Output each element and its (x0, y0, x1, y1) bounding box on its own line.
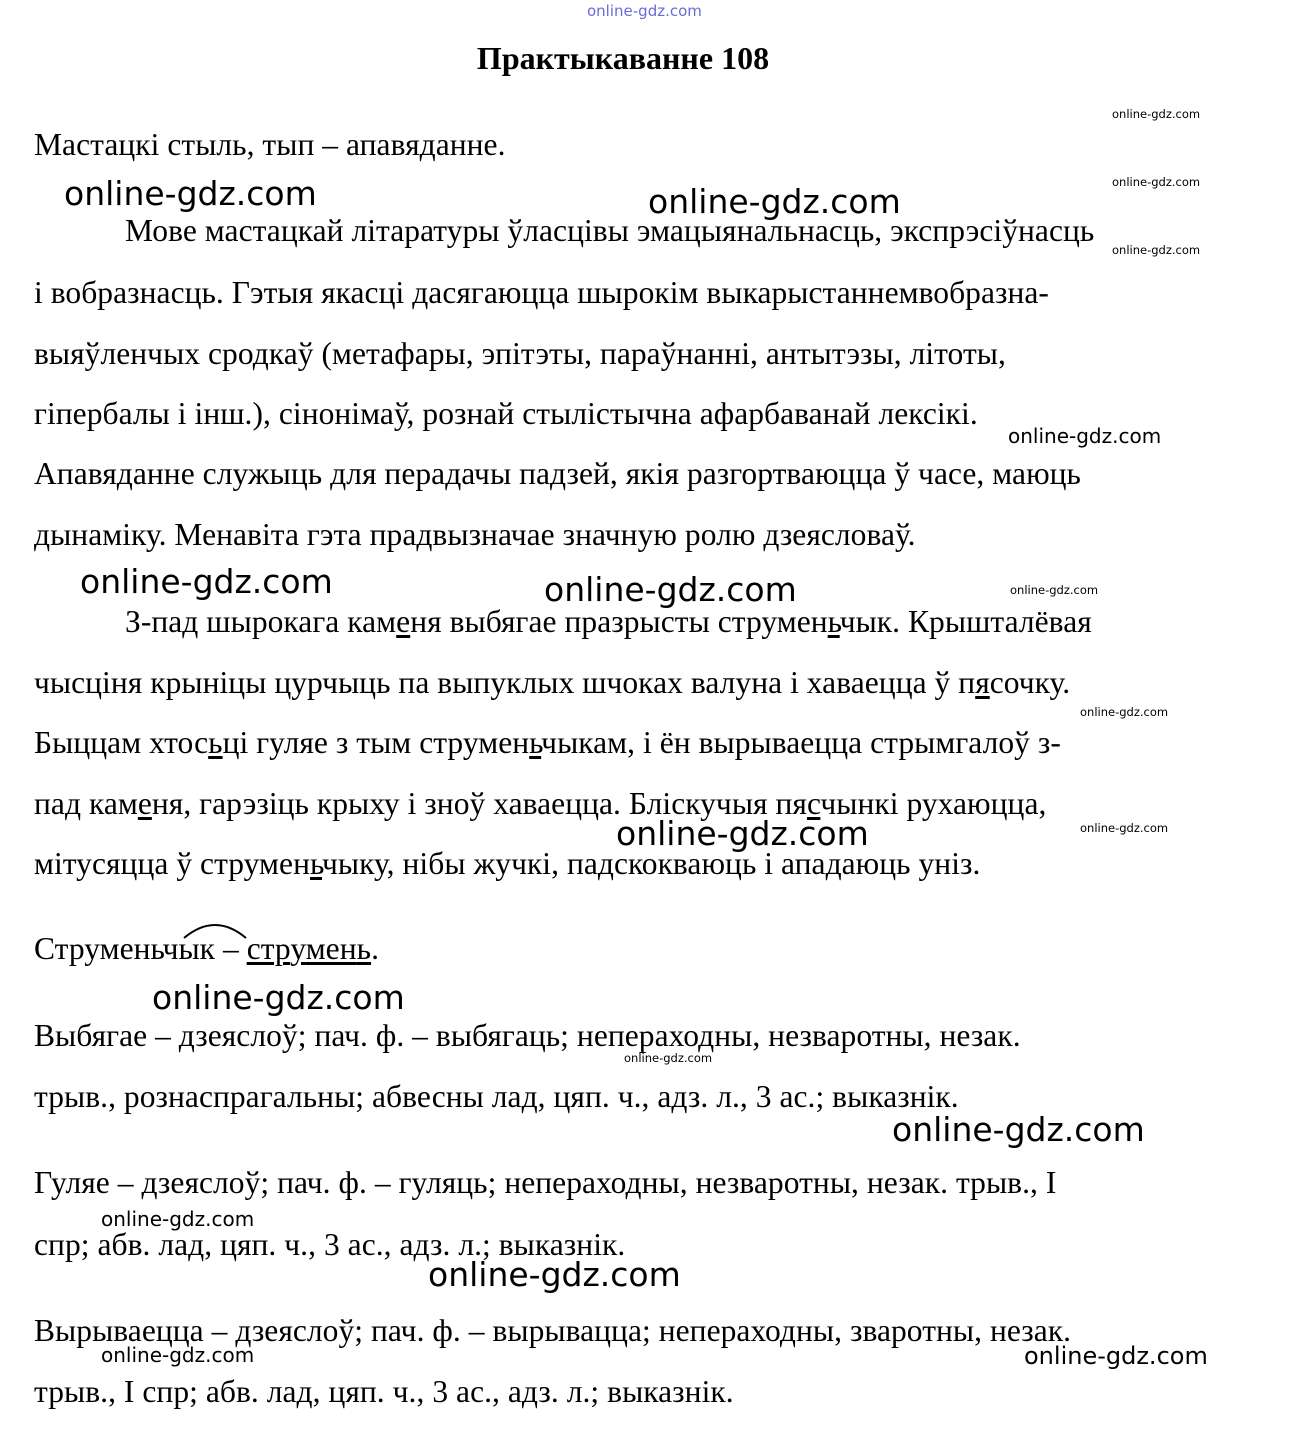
paragraph2-line3 (34, 724, 1061, 762)
paragraph2-line4 (34, 785, 1046, 823)
text-segment: З-пад шырокага кам (125, 604, 397, 639)
underlined-letter: ь (208, 725, 223, 760)
analysis-2-line1: Гуляе – дзеяслоў; пач. ф. – гуляць; непераходны, незваротны, незак. трыв., I (34, 1165, 1057, 1200)
text-segment: чыкам, і ён вырываецца стрымгалоў з- (541, 725, 1061, 760)
watermark: online-gdz.com (1112, 243, 1201, 257)
morpheme-dash: – (215, 931, 247, 966)
watermark: online-gdz.com (101, 1207, 255, 1231)
watermark: online-gdz.com (1024, 1342, 1208, 1370)
morpheme-root: у (290, 931, 306, 966)
text-segment: чык. Крышталёвая (839, 604, 1092, 639)
watermark: online-gdz.com (1010, 583, 1099, 597)
underlined-letter: е (137, 786, 152, 821)
morpheme-analysis (34, 930, 379, 968)
analysis-3-line1: Вырываецца – дзеяслоў; пач. ф. – вырывацца; непераходны, зваротны, незак. (34, 1313, 1072, 1348)
underlined-letter: ь (827, 604, 840, 639)
underlined-letter: ь (529, 725, 542, 760)
underlined-letter: ь (309, 846, 323, 881)
analysis-1-line2: трыв., рознаспрагальны; абвесны лад, цяп. ч., адз. л., 3 ас.; выказнік. (34, 1079, 959, 1114)
text-segment: чыку, нібы жучкі, падскокваюць і ападаюць уніз. (322, 846, 981, 881)
watermark: online-gdz.com (648, 182, 901, 221)
text-segment: чысціня крыніцы цурчыць па выпуклых шчоках валуна і хаваецца ў п (34, 665, 976, 700)
watermark: online-gdz.com (152, 978, 405, 1017)
morpheme-suffix: чык (162, 931, 216, 966)
watermark: online-gdz.com (1008, 424, 1162, 448)
watermark-top: online-gdz.com (587, 2, 702, 20)
morpheme-root: стр (246, 931, 291, 966)
style-line: Мастацкі стыль, тып – апавяданне. (34, 127, 506, 162)
text-segment: сочку. (989, 665, 1071, 700)
text-segment: пад кам (34, 786, 138, 821)
watermark: online-gdz.com (624, 1051, 713, 1065)
page-title: Практыкаванне 108 (476, 40, 770, 76)
watermark: online-gdz.com (80, 562, 333, 601)
text-segment: мітусяцца ў струмен (34, 846, 310, 881)
underlined-letter: с (806, 786, 821, 821)
morpheme-word: Струмень (34, 931, 163, 966)
text-segment: Быццам хтос (34, 725, 209, 760)
watermark: online-gdz.com (1112, 175, 1201, 189)
paragraph1-line4: гіпербалы і інш.), сінонімаў, рознай стылістычна афарбаванай лексікі. (34, 396, 978, 431)
morpheme-root: мен (305, 931, 357, 966)
watermark: online-gdz.com (428, 1255, 681, 1294)
morpheme-root: ь (356, 931, 372, 966)
watermark: online-gdz.com (892, 1110, 1145, 1149)
watermark: online-gdz.com (1080, 705, 1169, 719)
watermark: online-gdz.com (544, 570, 797, 609)
paragraph1-line2: і вобразнасць. Гэтыя якасці дасягаюцца шырокім выкарыстаннемвобразна- (34, 275, 1049, 310)
watermark: online-gdz.com (1080, 821, 1169, 835)
watermark: online-gdz.com (1112, 107, 1201, 121)
watermark: online-gdz.com (101, 1343, 255, 1367)
text-segment: ня выбягае празрысты струмен (410, 604, 828, 639)
watermark: online-gdz.com (64, 174, 317, 213)
paragraph1-line5: Апавяданне служыць для перадачы падзей, якія разгортваюцца ў часе, маюць (34, 456, 1081, 491)
analysis-1-line1: Выбягае – дзеяслоў; пач. ф. – выбягаць; непераходны, незваротны, незак. (34, 1018, 1021, 1053)
analysis-3-line2: трыв., I спр; абв. лад, цяп. ч., 3 ас., адз. л.; выказнік. (34, 1374, 734, 1409)
morpheme-end: . (371, 931, 379, 966)
underlined-letter: я (975, 665, 990, 700)
paragraph1-line3: выяўленчых сродкаў (метафары, эпітэты, параўнанні, антытэзы, літоты, (34, 336, 1006, 371)
text-segment: ці гуляе з тым струмен (222, 725, 530, 760)
text-segment: чынкі рухаюцца, (820, 786, 1047, 821)
watermark: online-gdz.com (616, 814, 869, 853)
paragraph1-line6: дынаміку. Менавіта гэта прадвызначае значную ролю дзеясловаў. (34, 517, 916, 552)
paragraph1-line1: Мове мастацкай літаратуры ўласцівы эмацыянальнасць, экспрэсіўнасць (125, 213, 1095, 248)
text-segment: ня, гарэзіць крыху і зноў хаваецца. Бліскучыя пя (151, 786, 807, 821)
paragraph2-line2 (34, 664, 1070, 702)
analysis-2-line2: спр; абв. лад, цяп. ч., 3 ас., адз. л.; выказнік. (34, 1227, 626, 1262)
underlined-letter: е (396, 604, 411, 639)
